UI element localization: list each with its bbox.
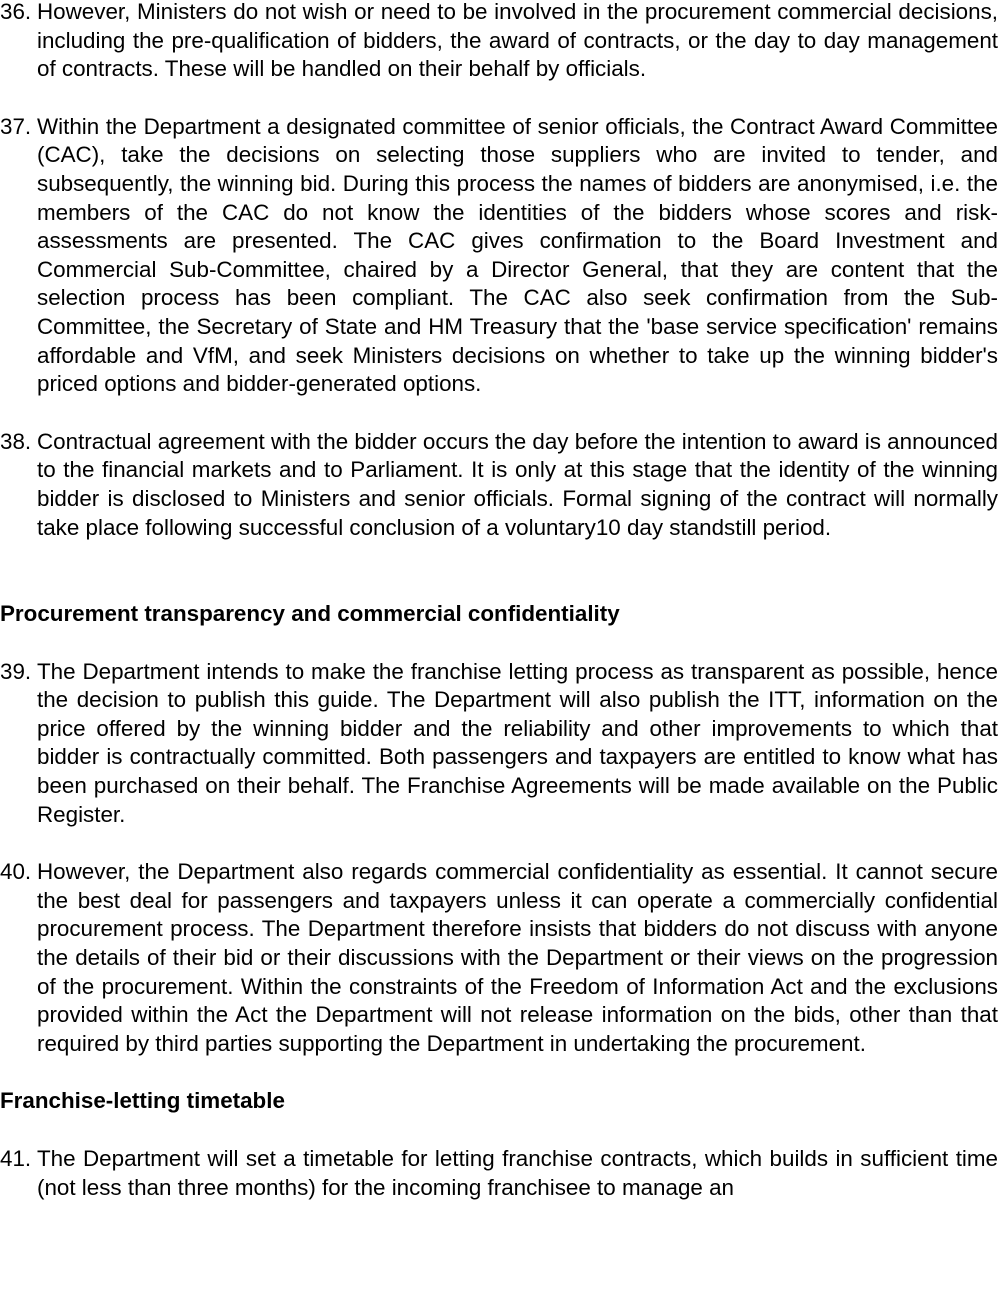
paragraph-39 [0, 658, 998, 830]
paragraph-text: However, the Department also regards commercial confidentiality as essential. It cannot secure the best deal for passengers and taxpayers unless it can operate a commercially confidential procurement process. The Department therefore insists that bidders do not discuss with anyone the details of their bid or their discussions with the Department or their views on the progression of the procurement. Within the constraints of the Freedom of Information Act and the exclusions provided within the Act the Department will not release information on the bids, other than that required by third parties supporting the Department in undertaking the procurement. [37, 859, 998, 1056]
paragraph-41 [0, 1145, 998, 1202]
paragraph-40 [0, 858, 998, 1058]
paragraph-text: However, Ministers do not wish or need to be involved in the procurement commercial decisions, including the pre-qualification of bidders, the award of contracts, or the day to day management of contracts. These will be handled on their behalf by officials. [37, 0, 998, 82]
paragraph-number: 37. [0, 113, 32, 139]
paragraph-number: 39. [0, 658, 32, 684]
paragraph-text: The Department will set a timetable for letting franchise contracts, which builds in sufficient time (not less than three months) for the incoming franchisee to manage an [37, 1146, 998, 1200]
paragraph-38 [0, 428, 998, 542]
paragraph-36 [0, 0, 998, 84]
paragraph-37 [0, 113, 998, 399]
paragraph-text: Within the Department a designated committee of senior officials, the Contract Award Committee (CAC), take the decisions on selecting those suppliers who are invited to tender, and subsequently, the winning bid. During this process the names of bidders are anonymised, i.e. the members of the CAC do not know the identities of the bidders whose scores and risk-assessments are presented. The CAC gives confirmation to the Board Investment and Commercial Sub-Committee, chaired by a Director General, that they are content that the selection process has been compliant. The CAC also seek confirmation from the Sub-Committee, the Secretary of State and HM Treasury that the 'base service specification' remains affordable and VfM, and seek Ministers decisions on whether to take up the winning bidder's priced options and bidder-generated options. [37, 113, 998, 397]
paragraph-number: 40. [0, 859, 32, 885]
paragraph-number: 38. [0, 428, 32, 454]
paragraph-text: The Department intends to make the franchise letting process as transparent as possible, hence the decision to publish this guide. The Department will also publish the ITT, information on the price offered by the winning bidder and the reliability and other improvements to which that bidder is contractually committed. Both passengers and taxpayers are entitled to know what has been purchased on their behalf. The Franchise Agreements will be made available on the Public Register. [37, 658, 998, 827]
paragraph-text: Contractual agreement with the bidder occurs the day before the intention to award is announced to the financial markets and to Parliament. It is only at this stage that the identity of the winning bidder is disclosed to Ministers and senior officials. Formal signing of the contract will normally take place following successful conclusion of a voluntary10 day standstill period. [37, 428, 998, 540]
paragraph-number: 36. [0, 0, 32, 24]
paragraph-number: 41. [0, 1146, 32, 1171]
section-heading-franchise-timetable: Franchise-letting timetable [0, 1088, 285, 1114]
section-heading-procurement-transparency: Procurement transparency and commercial confidentiality [0, 601, 620, 627]
